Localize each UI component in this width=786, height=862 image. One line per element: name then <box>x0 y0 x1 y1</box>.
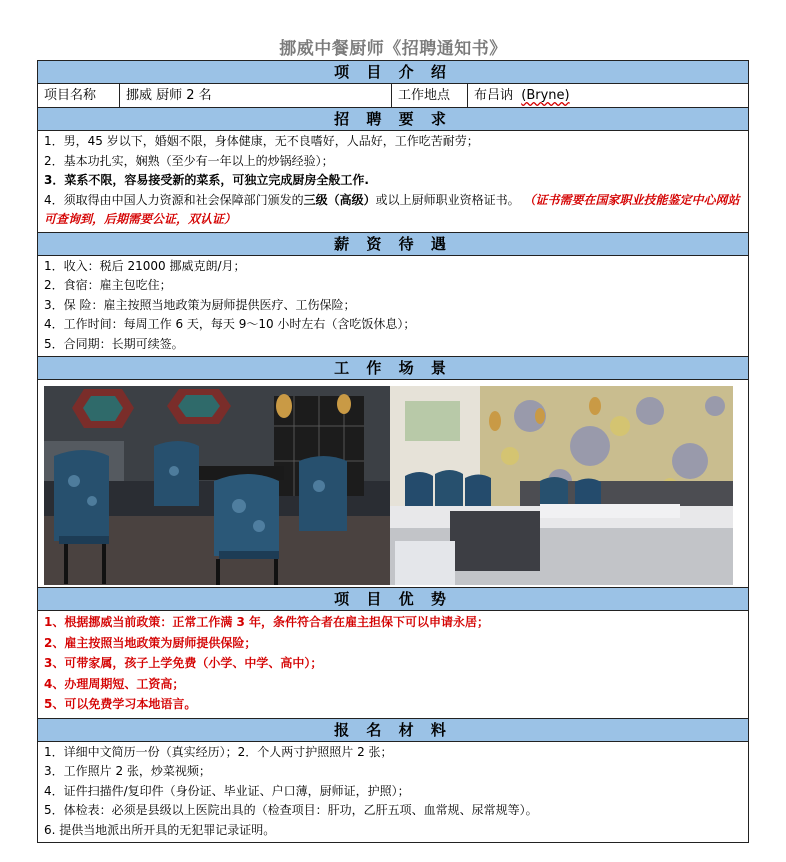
material-item: 4．证件扫描件/复印件（身份证、毕业证、户口薄，厨师证，护照）； <box>44 783 410 798</box>
materials-block <box>38 742 748 843</box>
project-name-label: 项目名称 <box>38 84 120 107</box>
restaurant-photo-right <box>390 386 733 585</box>
section-header-advantages: 项 目 优 势 <box>38 588 748 611</box>
work-location-value <box>468 84 748 107</box>
salary-line: 4．工作时间：每周工作 6 天，每天 9～10 小时左右（含吃饭休息）； <box>44 317 416 331</box>
section-header-materials: 报 名 材 料 <box>38 719 748 742</box>
advantages-block <box>38 611 748 719</box>
work-scene-photos <box>38 380 748 588</box>
requirement-3: 3．菜系不限，容易接受新的菜系，可独立完成厨房全般工作. <box>44 173 369 187</box>
requirement-4-cert: 或以上厨师职业资格证书。 <box>375 192 520 207</box>
restaurant-photo-left <box>44 386 390 585</box>
section-header-scene: 工 作 场 景 <box>38 357 748 380</box>
salary-line: 5．合同期：长期可续签。 <box>44 336 184 351</box>
requirement-4 <box>44 191 742 230</box>
requirement-2: 2．基本功扎实，娴熟（至少有一年以上的炒锅经验）； <box>44 153 334 168</box>
project-name-value: 挪威 厨师 2 名 <box>120 84 392 107</box>
advantage-item: 1、根据挪威当前政策：正常工作满 3 年，条件符合者在雇主担保下可以申请永居； <box>44 615 490 629</box>
material-item: 3．工作照片 2 张，炒菜视频； <box>44 764 211 778</box>
material-item: 1．详细中文简历一份（真实经历）；2．个人两寸护照照片 2 张； <box>44 744 393 759</box>
advantage-item: 2、雇主按照当地政策为厨师提供保险； <box>44 635 257 650</box>
intro-row <box>38 84 748 108</box>
salary-line: 1．收入：税后 21000 挪威克朗/月； <box>44 258 246 273</box>
requirement-4-level: 三级（高级） <box>303 192 376 207</box>
advantage-item: 3、可带家属，孩子上学免费（小学、中学、高中）； <box>44 656 323 670</box>
requirement-1: 1．男，45 岁以下，婚姻不限，身体健康，无不良嗜好，人品好，工作吃苦耐劳； <box>44 134 479 148</box>
location-en: (Bryne) <box>521 88 570 103</box>
requirement-4-text: 4．须取得由中国人力资源和社会保障部门颁发的 <box>44 192 304 207</box>
salary-line: 2．食宿：雇主包吃住； <box>44 278 172 292</box>
advantage-item: 4、办理周期短、工资高； <box>44 676 185 691</box>
material-item: 5．体检表：必须是县级以上医院出具的（检查项目：肝功，乙肝五项、血常规、尿常规等）。 <box>44 803 538 817</box>
salary-line: 3．保 险：雇主按照当地政策为厨师提供医疗、工伤保险； <box>44 297 356 312</box>
location-cn: 布吕讷 <box>474 88 514 103</box>
requirements-block <box>38 131 748 233</box>
section-header-salary: 薪 资 待 遇 <box>38 233 748 256</box>
requirement-4-note: （证书需要在国家职业技能鉴定中心网站可查询到，后期需要公证，双认证） <box>44 192 740 226</box>
section-header-requirements: 招 聘 要 求 <box>38 108 748 131</box>
recruitment-table <box>37 60 749 843</box>
work-location-label: 工作地点 <box>392 84 468 107</box>
section-header-intro: 项 目 介 绍 <box>38 61 748 84</box>
advantage-item: 5、可以免费学习本地语言。 <box>44 697 197 711</box>
page-title: 挪威中餐厨师《招聘通知书》 <box>279 39 507 59</box>
material-item: 6. 提供当地派出所开具的无犯罪记录证明。 <box>44 822 276 837</box>
salary-block <box>38 256 748 358</box>
